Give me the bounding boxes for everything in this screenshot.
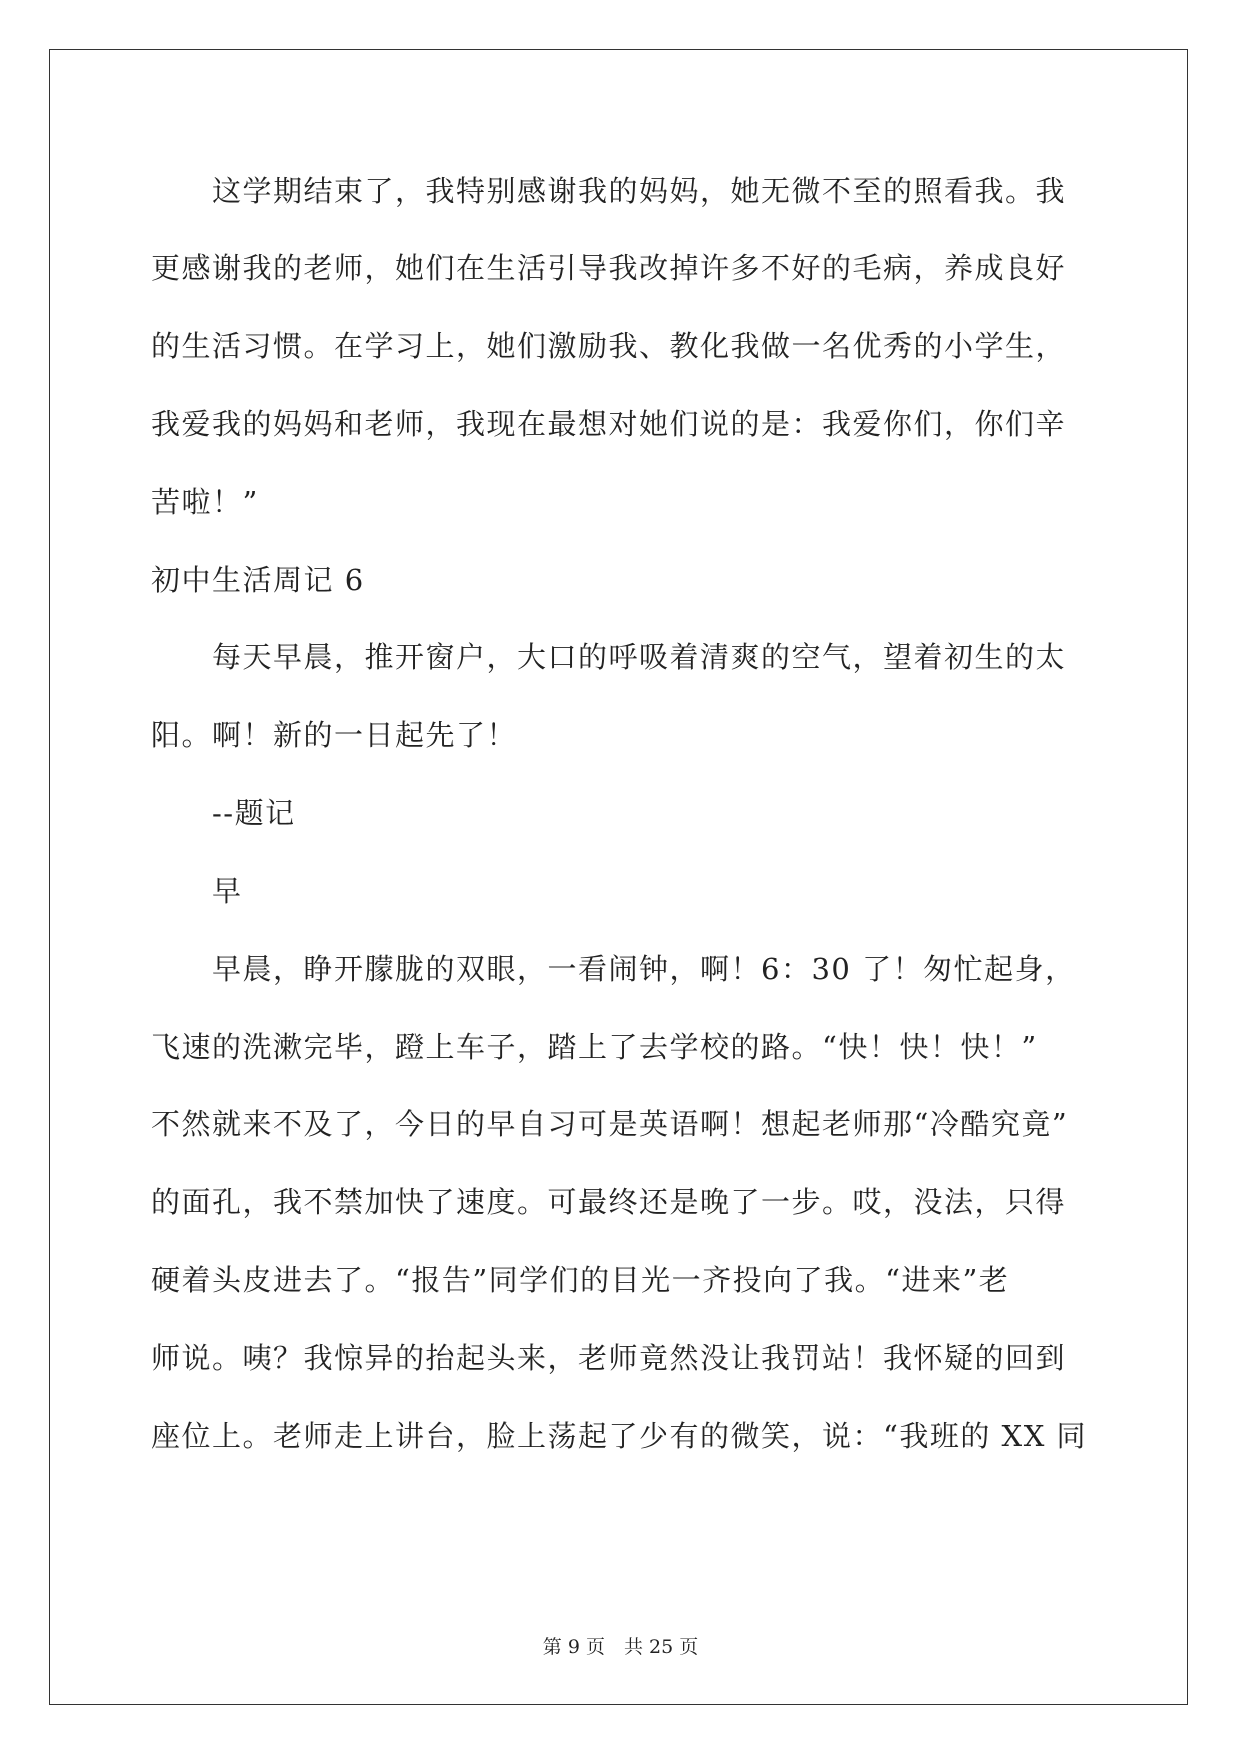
text-line-12: 飞速的洗漱完毕，蹬上车子，踏上了去学校的路。“快！快！快！” [151, 1030, 1038, 1064]
text-line-1: 这学期结束了，我特别感谢我的妈妈，她无微不至的照看我。我 [151, 174, 1067, 208]
page-number-footer: 第 9 页 共 25 页 [542, 1636, 699, 1658]
text-line-5: 苦啦！” [151, 485, 259, 519]
text-line-8: 阳。啊！新的一日起先了！ [151, 718, 518, 752]
text-line-15: 硬着头皮进去了。“报告”同学们的目光一齐投向了我。“进来”老 [151, 1263, 1010, 1297]
text-line-11: 早晨，睁开朦胧的双眼，一看闹钟，啊！6：30 了！匆忙起身， [151, 952, 1076, 986]
text-line-2: 更感谢我的老师，她们在生活引导我改掉许多不好的毛病，养成良好 [151, 251, 1067, 285]
text-line-3: 的生活习惯。在学习上，她们激励我、教化我做一名优秀的小学生， [151, 329, 1067, 363]
text-line-16: 师说。咦？我惊异的抬起头来，老师竟然没让我罚站！我怀疑的回到 [151, 1341, 1067, 1375]
section-heading: 初中生活周记 6 [151, 563, 365, 597]
text-line-4: 我爱我的妈妈和老师，我现在最想对她们说的是：我爱你们，你们辛 [151, 407, 1067, 441]
text-line-17: 座位上。老师走上讲台，脸上荡起了少有的微笑，说：“我班的 XX 同 [151, 1419, 1088, 1453]
text-line-14: 的面孔，我不禁加快了速度。可最终还是晚了一步。哎，没法，只得 [151, 1185, 1067, 1219]
text-line-7: 每天早晨，推开窗户，大口的呼吸着清爽的空气，望着初生的太 [151, 640, 1067, 674]
text-line-10: 早 [151, 874, 243, 908]
text-line-13: 不然就来不及了，今日的早自习可是英语啊！想起老师那“冷酷究竟” [151, 1107, 1069, 1141]
text-line-9: --题记 [151, 796, 296, 830]
